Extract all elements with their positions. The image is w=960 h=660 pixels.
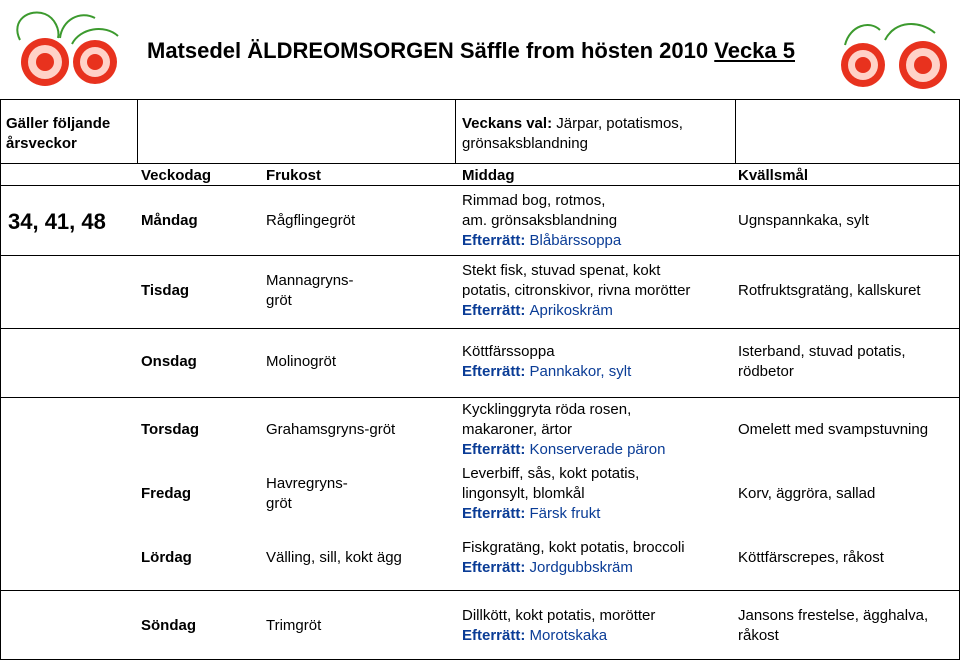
day-name-line: Onsdag	[141, 353, 197, 370]
day-name-line: Lördag	[141, 549, 192, 566]
breakfast-cell	[266, 548, 402, 568]
week-choice-text-2: grönsaksblandning	[462, 135, 588, 152]
supper-cell-line: rödbetor	[738, 363, 794, 380]
lunch-cell-line: Köttfärssoppa	[462, 343, 555, 360]
dessert-line	[462, 626, 655, 646]
dessert-label: Efterrätt:	[462, 302, 530, 319]
supper-cell-line: Jansons frestelse, ägghalva,	[738, 607, 929, 624]
dessert-value: Jordgubbskräm	[529, 559, 633, 576]
breakfast-cell-line: gröt	[266, 292, 292, 309]
supper-cell	[738, 606, 928, 646]
lunch-cell-line: Kycklinggryta röda rosen,	[462, 401, 632, 418]
lunch-cell	[462, 606, 655, 646]
dessert-value: Morotskaka	[529, 627, 608, 644]
day-name-line: Tisdag	[141, 282, 190, 299]
day-name	[141, 352, 197, 372]
title-main: Matsedel ÄLDREOMSORGEN Säffle from hösten 2010	[147, 38, 709, 63]
lunch-cell-line: Fiskgratäng, kokt potatis, broccoli	[462, 539, 685, 556]
tomato-decoration-left	[0, 0, 140, 95]
lunch-cell	[462, 400, 665, 460]
lunch-cell-line: lingonsylt, blomkål	[462, 485, 585, 502]
breakfast-cell	[266, 352, 336, 372]
dessert-value: Färsk frukt	[529, 505, 601, 522]
dessert-label: Efterrätt:	[462, 627, 530, 644]
supper-cell	[738, 484, 875, 504]
weeks-value: 34, 41, 48	[8, 209, 106, 234]
breakfast-cell	[266, 271, 354, 311]
lunch-cell-line: makaroner, ärtor	[462, 421, 573, 438]
supper-cell-line: Köttfärscrepes, råkost	[738, 549, 884, 566]
supper-cell	[738, 420, 928, 440]
day-name	[141, 616, 196, 636]
dessert-value: Konserverade päron	[529, 441, 666, 458]
breakfast-cell-line: Välling, sill, kokt ägg	[266, 549, 402, 566]
dessert-line	[462, 301, 690, 321]
breakfast-cell-line: Rågflingegröt	[266, 212, 356, 229]
breakfast-cell	[266, 420, 395, 440]
supper-cell-line: Korv, äggröra, sallad	[738, 485, 876, 502]
breakfast-cell	[266, 474, 348, 514]
dessert-value: Pannkakor, sylt	[529, 363, 632, 380]
col-header-breakfast: Frukost	[266, 167, 322, 184]
week-choice-text-1: Järpar, potatismos,	[556, 115, 683, 132]
lunch-cell-line: Leverbiff, sås, kokt potatis,	[462, 465, 640, 482]
lunch-cell-line: potatis, citronskivor, rivna morötter	[462, 282, 691, 299]
lunch-cell	[462, 342, 631, 382]
dessert-line	[462, 362, 631, 382]
breakfast-cell-line: Trimgröt	[266, 617, 322, 634]
dessert-label: Efterrätt:	[462, 441, 530, 458]
lunch-cell-line: Rimmad bog, rotmos,	[462, 192, 606, 209]
supper-cell	[738, 211, 869, 231]
col-header-day: Veckodag	[141, 167, 212, 184]
lunch-cell-line: Stekt fisk, stuvad spenat, kokt	[462, 262, 661, 279]
day-name	[141, 281, 189, 301]
supper-cell	[738, 548, 884, 568]
breakfast-cell	[266, 211, 355, 231]
dessert-line	[462, 440, 665, 460]
breakfast-cell-line: gröt	[266, 495, 292, 512]
day-name	[141, 420, 199, 440]
breakfast-cell-line: Molinogröt	[266, 353, 337, 370]
tomato-decoration-right	[825, 15, 960, 95]
week-choice-label: Veckans val:	[462, 115, 553, 132]
day-name-line: Söndag	[141, 617, 196, 634]
dessert-value: Aprikoskräm	[529, 302, 613, 319]
day-name-line: Måndag	[141, 212, 198, 229]
dessert-label: Efterrätt:	[462, 505, 530, 522]
lunch-cell	[462, 261, 690, 321]
supper-cell-line: råkost	[738, 627, 779, 644]
day-name-line: Fredag	[141, 485, 192, 502]
col-header-lunch: Middag	[462, 167, 515, 184]
day-name-line: Torsdag	[141, 421, 200, 438]
page-title	[147, 38, 795, 64]
supper-cell-line: Ugnspannkaka, sylt	[738, 212, 869, 229]
supper-cell-line: Isterband, stuvad potatis,	[738, 343, 906, 360]
day-name	[141, 211, 198, 231]
week-choice	[462, 114, 683, 154]
supper-cell-line: Rotfruktsgratäng, kallskuret	[738, 282, 921, 299]
day-name	[141, 484, 191, 504]
col-header-supper: Kvällsmål	[738, 167, 809, 184]
dessert-value: Blåbärssoppa	[529, 232, 622, 249]
lunch-cell	[462, 538, 685, 578]
week-label: Vecka 5	[714, 38, 795, 63]
breakfast-cell-line: Havregryns-	[266, 475, 348, 492]
dessert-line	[462, 504, 639, 524]
breakfast-cell-line: Grahamsgryns-gröt	[266, 421, 396, 438]
lunch-cell-line: am. grönsaksblandning	[462, 212, 618, 229]
dessert-label: Efterrätt:	[462, 363, 530, 380]
lunch-cell	[462, 464, 639, 524]
dessert-line	[462, 558, 685, 578]
dessert-label: Efterrätt:	[462, 232, 530, 249]
supper-cell-line: Omelett med svampstuvning	[738, 421, 929, 438]
lunch-cell	[462, 191, 621, 251]
supper-cell	[738, 281, 921, 301]
breakfast-cell-line: Mannagryns-	[266, 272, 354, 289]
lunch-cell-line: Dillkött, kokt potatis, morötter	[462, 607, 656, 624]
valid-weeks-label: Gäller följande årsveckor	[6, 115, 111, 152]
supper-cell	[738, 342, 906, 382]
breakfast-cell	[266, 616, 321, 636]
day-name	[141, 548, 192, 568]
dessert-label: Efterrätt:	[462, 559, 530, 576]
dessert-line	[462, 231, 621, 251]
